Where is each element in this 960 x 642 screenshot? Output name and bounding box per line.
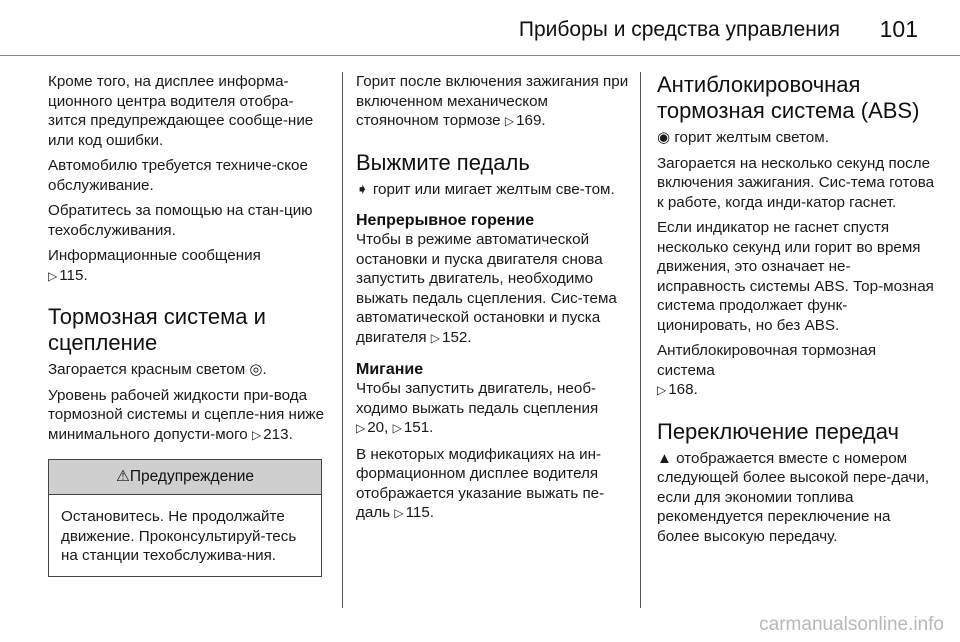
brake-warning-icon: ◎: [249, 361, 263, 378]
page-ref-icon: ▷: [657, 383, 667, 397]
paragraph-text: Информационные сообщения: [48, 247, 261, 264]
paragraph: [356, 72, 631, 132]
upshift-triangle-icon: ▲: [657, 449, 672, 467]
page-ref-link[interactable]: 20,: [367, 419, 389, 436]
warning-triangle-icon: ⚠: [115, 468, 130, 485]
section-heading-abs: Антиблокировочная тормозная система (ABS): [657, 72, 920, 123]
section-heading-brake-clutch: Тормозная система и сцепление: [48, 304, 266, 355]
paragraph: Загорается на несколько секунд после включения зажигания. Сис-тема готова к работе, когда инди-катор гаснет.: [657, 154, 935, 211]
paragraph: Если индикатор не гаснет спустя несколько секунд или горит во время движения, это означает не-исправность системы ABS. Тор-мозная система продолжает функ-ционировать, но без ABS.: [657, 219, 934, 334]
paragraph-text: В некоторых модификациях на ин-формационном дисплее водителя отображается указание выжать пе-даль: [356, 445, 605, 521]
page-title: Приборы и средства управления: [518, 18, 840, 41]
column-right: [657, 72, 937, 552]
paragraph: Загорается красным светом ◎.: [48, 361, 267, 378]
subheading-flashing: Мигание: [356, 361, 424, 378]
paragraph: [657, 128, 937, 148]
paragraph: Кроме того, на дисплее информа-ционного центра водителя отобра-зится предупреждающее сообще-ние или код ошибки.: [48, 73, 314, 149]
paragraph-text: Чтобы в режиме автоматической остановки и пуска двигателя снова запустить двигатель, необходимо выжать педаль сцепления. Сис-тема автоматической остановки и пуска двигателя: [356, 231, 617, 346]
paragraph: [356, 445, 631, 524]
page-ref-link[interactable]: 115.: [59, 266, 88, 284]
paragraph: [356, 379, 631, 439]
paragraph: [48, 246, 328, 286]
column-middle: [356, 72, 631, 530]
warning-body: Остановитесь. Не продолжайте движение. Проконсультируй-тесь на станции техобслужива-ния.: [61, 508, 297, 564]
paragraph: [356, 180, 631, 200]
page-ref-link[interactable]: 152.: [442, 328, 472, 346]
section-heading-clutch: Выжмите педаль: [356, 149, 530, 175]
page-number: 101: [879, 16, 918, 42]
page-ref-icon: ▷: [394, 506, 404, 520]
subheading-steady: Непрерывное горение: [356, 212, 535, 229]
paragraph: [48, 386, 328, 446]
header-rule: [0, 55, 960, 56]
page-ref-link[interactable]: 168.: [668, 381, 698, 398]
page-ref-icon: ▷: [356, 421, 366, 435]
paragraph-text: Горит после включения зажигания при включенном механическом стояночном тормозе: [356, 73, 629, 129]
paragraph-text: Чтобы запустить двигатель, необ-ходимо выжать педаль сцепления: [356, 380, 599, 417]
paragraph: Автомобилю требуется техниче-ское обслуживание.: [48, 157, 308, 194]
warning-box: [48, 459, 322, 577]
paragraph-text: горит желтым светом.: [674, 129, 829, 146]
paragraph-text: Загорается красным светом: [48, 361, 246, 378]
paragraph-text: горит или мигает желтым све-том.: [372, 180, 615, 198]
page-ref-icon: ▷: [430, 330, 441, 345]
paragraph-text: отображается вместе с номером следующей более высокой пере-дачи, если для экономии топлива рекомендуется переключение на более высокую передачу.: [657, 449, 930, 545]
abs-warning-icon: ◉: [657, 129, 671, 146]
clutch-pedal-icon: ➧: [356, 180, 369, 198]
paragraph-text: Антиблокировочная тормозная система: [657, 342, 877, 379]
column-divider: [640, 72, 641, 608]
page-ref-icon: ▷: [48, 268, 58, 283]
paragraph: Обратитесь за помощью на стан-цию техобслуживания.: [48, 202, 313, 239]
paragraph-text: Уровень рабочей жидкости при-вода тормозной системы и сцепле-ния ниже минимального допусти-мого: [48, 386, 325, 443]
page-ref-icon: ▷: [252, 427, 262, 442]
column-left: [48, 72, 328, 577]
page-ref-icon: ▷: [504, 114, 515, 128]
page-ref-link[interactable]: 151.: [403, 419, 434, 436]
section-heading-gear-shift: Переключение передач: [657, 418, 899, 444]
paragraph: [356, 230, 631, 348]
paragraph: [657, 449, 937, 547]
page-ref-icon: ▷: [392, 421, 402, 435]
page-ref-link[interactable]: 169.: [516, 112, 546, 129]
page-header: [0, 0, 960, 52]
paragraph: [657, 341, 937, 401]
page-ref-link[interactable]: 115.: [405, 504, 434, 521]
watermark: carmanualsonline.info: [759, 614, 944, 635]
page-ref-link[interactable]: 213.: [263, 425, 293, 443]
warning-header: [49, 460, 321, 495]
warning-title: Предупреждение: [129, 468, 255, 485]
column-divider: [342, 72, 343, 608]
